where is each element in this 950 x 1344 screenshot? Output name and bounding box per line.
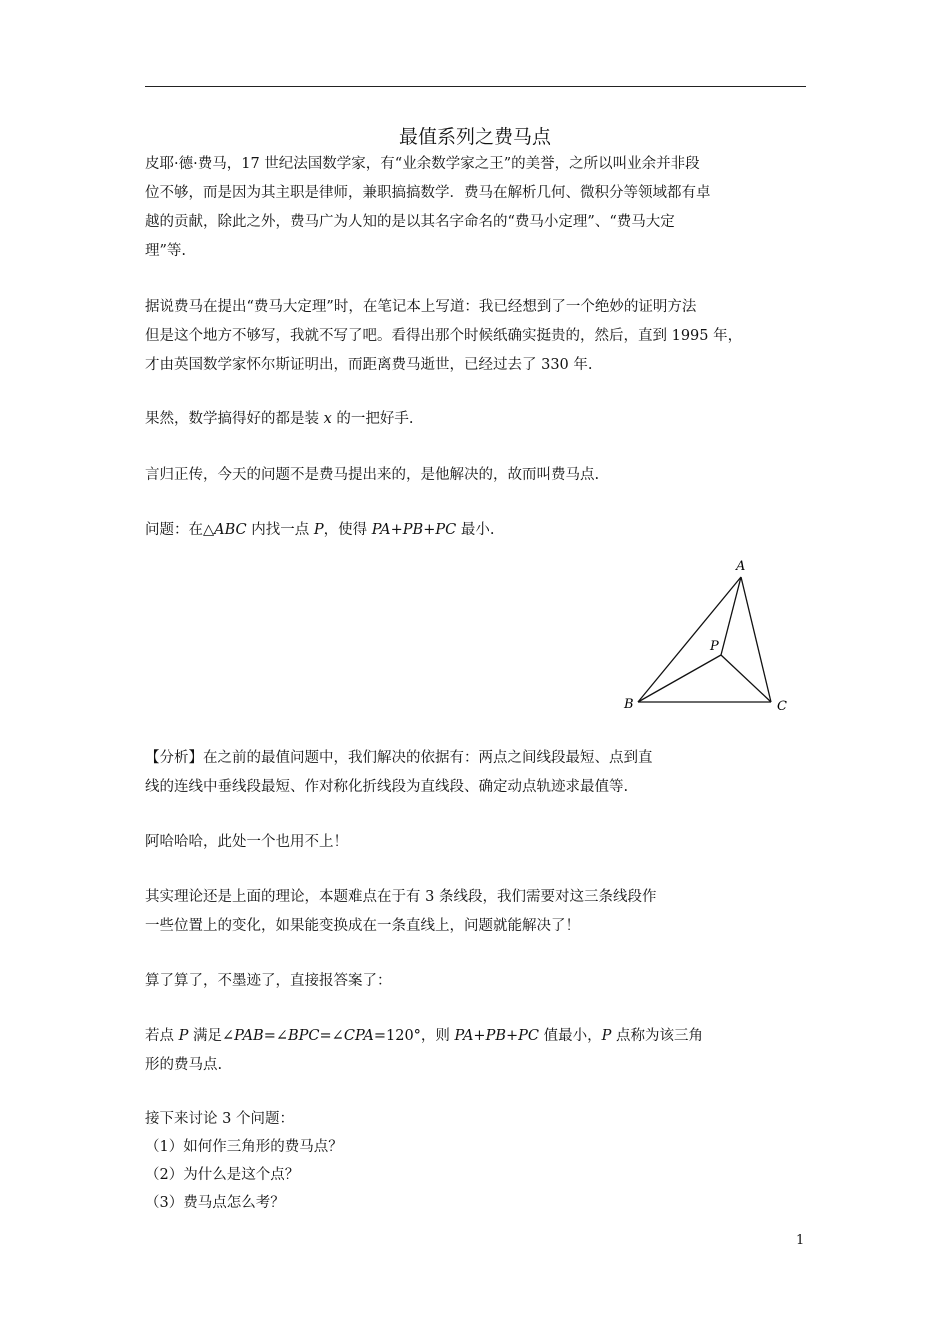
question-item: （2）为什么是这个点？ bbox=[145, 1167, 300, 1183]
back-paragraph: 言归正传，今天的问题不是费马提出来的，是他解决的，故而叫费马点. bbox=[145, 467, 600, 483]
questions-block bbox=[145, 1105, 343, 1217]
intro-line: 位不够，而是因为其主职是律师，兼职搞搞数学．费马在解析几何、微积分等领域都有卓 bbox=[145, 185, 711, 201]
page-number: 1 bbox=[796, 1233, 805, 1248]
problem-text: 问题：在△ bbox=[145, 522, 215, 538]
theory-line: 其实理论还是上面的理论，本题难点在于有 3 条线段，我们需要对这三条线段作 bbox=[145, 889, 657, 905]
angle-bpc: BPC bbox=[288, 1028, 320, 1044]
angle-cpa: CPA bbox=[343, 1028, 374, 1044]
answer-line: 形的费马点. bbox=[145, 1057, 223, 1073]
point-p: P bbox=[178, 1028, 189, 1044]
intro-line: 理”等. bbox=[145, 243, 187, 259]
answer-text: =∠ bbox=[319, 1028, 344, 1044]
angle-pab: PAB bbox=[234, 1028, 264, 1044]
question-item: （3）费马点怎么考？ bbox=[145, 1195, 285, 1211]
joke-paragraph bbox=[145, 405, 414, 434]
side-ac bbox=[741, 577, 771, 702]
sum-expression: PA+PB+PC bbox=[454, 1028, 539, 1044]
story-line: 据说费马在提出“费马大定理”时，在笔记本上写道：我已经想到了一个绝妙的证明方法 bbox=[145, 299, 697, 315]
aha-paragraph: 阿哈哈哈，此处一个也用不上！ bbox=[145, 834, 348, 850]
joke-text-a: 果然，数学搞得好的都是装 bbox=[145, 411, 324, 427]
answer-text: =∠ bbox=[263, 1028, 289, 1044]
intro-line: 皮耶·德·费马，17 世纪法国数学家，有“业余数学家之王”的美誉，之所以叫业余并非段 bbox=[145, 156, 700, 172]
answer-line bbox=[145, 1022, 703, 1051]
joke-x: x bbox=[323, 411, 332, 427]
theory-paragraph bbox=[145, 883, 656, 941]
answer-text: 点称为该三角 bbox=[611, 1028, 703, 1044]
sum-expression: PA+PB+PC bbox=[371, 522, 457, 538]
triangle-figure bbox=[615, 555, 815, 720]
label-c: C bbox=[777, 699, 787, 714]
segment-pb bbox=[638, 655, 721, 702]
joke-text-b: 的一把好手. bbox=[331, 411, 414, 427]
answer-paragraph bbox=[145, 1022, 703, 1080]
intro-paragraph bbox=[145, 150, 711, 266]
analysis-line: 线的连线中垂线段最短、作对称化折线段为直线段、确定动点轨迹求最值等. bbox=[145, 779, 629, 795]
triangle-name: ABC bbox=[214, 522, 247, 538]
story-line: 才由英国数学家怀尔斯证明出，而距离费马逝世，已经过去了 330 年. bbox=[145, 357, 593, 373]
analysis-paragraph bbox=[145, 744, 653, 802]
problem-text: ，使得 bbox=[323, 522, 372, 538]
question-item: （1）如何作三角形的费马点？ bbox=[145, 1139, 343, 1155]
problem-text: 内找一点 bbox=[246, 522, 314, 538]
label-p: P bbox=[710, 639, 719, 654]
questions-intro: 接下来讨论 3 个问题： bbox=[145, 1111, 294, 1127]
header-rule bbox=[145, 86, 806, 87]
answer-text: =120°，则 bbox=[373, 1028, 455, 1044]
answer-intro: 算了算了，不墨迹了，直接报答案了： bbox=[145, 973, 392, 989]
point-p: P bbox=[601, 1028, 612, 1044]
answer-text: 值最小， bbox=[539, 1028, 602, 1044]
theory-line: 一些位置上的变化，如果能变换成在一条直线上，问题就能解决了！ bbox=[145, 918, 580, 934]
analysis-line: 【分析】在之前的最值问题中，我们解决的依据有：两点之间线段最短、点到直 bbox=[145, 750, 653, 766]
problem-text: 最小. bbox=[456, 522, 495, 538]
segment-pc bbox=[721, 655, 771, 702]
point-p: P bbox=[313, 522, 324, 538]
label-b: B bbox=[624, 697, 634, 712]
story-line: 但是这个地方不够写，我就不写了吧。看得出那个时候纸确实挺贵的，然后，直到 1995 年， bbox=[145, 328, 743, 344]
page-title: 最值系列之费马点 bbox=[398, 126, 551, 148]
answer-text: 若点 bbox=[145, 1028, 179, 1044]
problem-statement bbox=[145, 516, 494, 545]
intro-line: 越的贡献，除此之外，费马广为人知的是以其名字命名的“费马小定理”、“费马大定 bbox=[145, 214, 675, 230]
answer-text: 满足∠ bbox=[188, 1028, 235, 1044]
story-paragraph bbox=[145, 293, 742, 380]
label-a: A bbox=[736, 559, 746, 574]
